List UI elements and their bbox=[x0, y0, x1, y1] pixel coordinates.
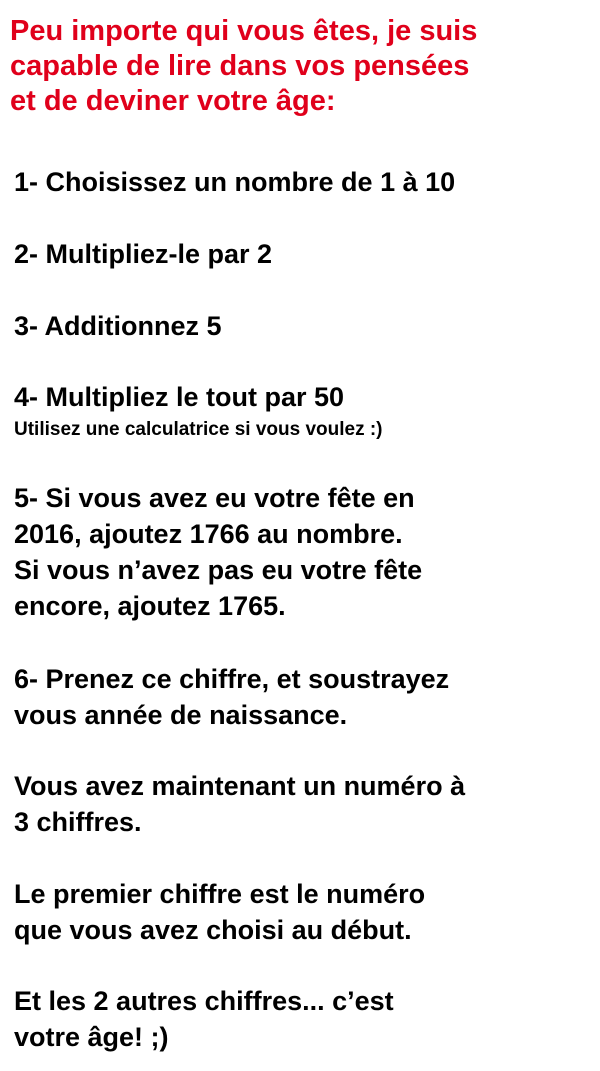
step-6-line-2: vous année de naissance. bbox=[14, 700, 348, 730]
conclusion-1-line-1: Vous avez maintenant un numéro à bbox=[14, 771, 466, 801]
step-2: 2- Multipliez-le par 2 bbox=[14, 239, 273, 269]
page-title bbox=[10, 14, 595, 119]
step-5-line-1: 5- Si vous avez eu votre fête en bbox=[14, 483, 415, 513]
step-4-note: Utilisez une calculatrice si vous voulez :) bbox=[14, 419, 383, 440]
title-line-1: Peu importe qui vous êtes, je suis bbox=[10, 15, 478, 47]
conclusion-1-line-2: 3 chiffres. bbox=[14, 807, 142, 837]
conclusion-3-line-1: Et les 2 autres chiffres... c’est bbox=[14, 986, 394, 1016]
step-1: 1- Choisissez un nombre de 1 à 10 bbox=[14, 167, 456, 197]
step-3: 3- Additionnez 5 bbox=[14, 311, 222, 341]
conclusion-3-line-2: votre âge! ;) bbox=[14, 1022, 169, 1052]
title-line-3: et de deviner votre âge: bbox=[10, 85, 336, 117]
step-5-line-2: 2016, ajoutez 1766 au nombre. bbox=[14, 519, 403, 549]
step-5-line-3: Si vous n’avez pas eu votre fête bbox=[14, 555, 423, 585]
conclusion-2-line-2: que vous avez choisi au début. bbox=[14, 915, 412, 945]
step-5-line-4: encore, ajoutez 1765. bbox=[14, 591, 286, 621]
conclusion-2-line-1: Le premier chiffre est le numéro bbox=[14, 879, 426, 909]
title-line-2: capable de lire dans vos pensées bbox=[10, 50, 470, 82]
step-4: 4- Multipliez le tout par 50 bbox=[14, 382, 345, 412]
step-6-line-1: 6- Prenez ce chiffre, et soustrayez bbox=[14, 664, 450, 694]
